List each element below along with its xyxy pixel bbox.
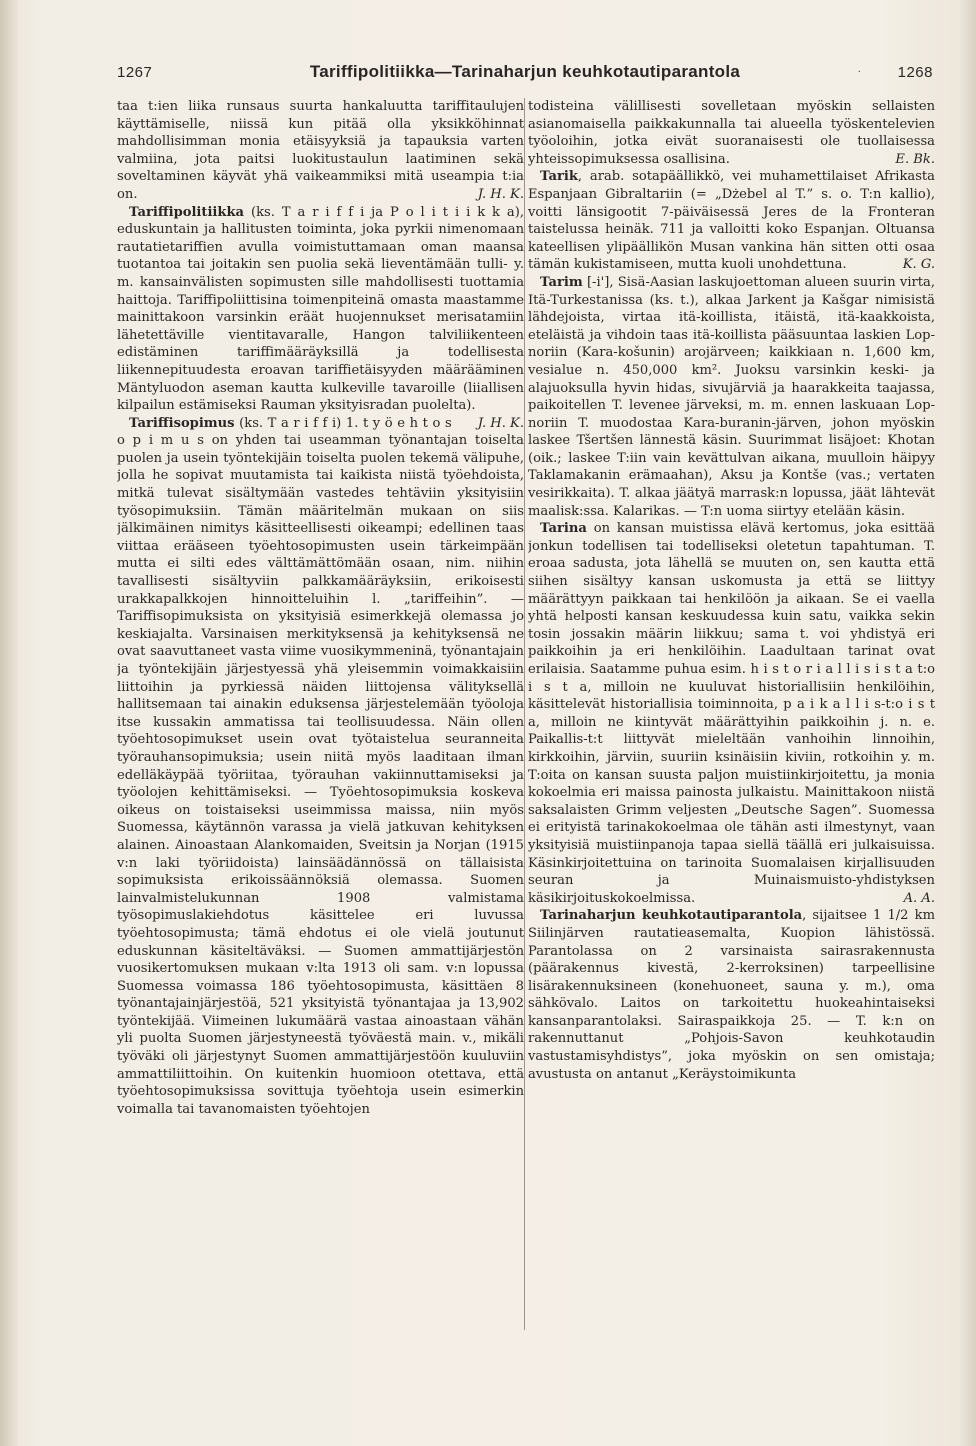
left-column [117,98,524,1336]
column-divider [524,98,525,1330]
author-signature: A. A. [903,890,935,906]
author-signature: K. G. [902,257,935,273]
entry-text: [-i'], Sisä-Aasian laskujoettoman alueen suurin virta, Itä-Turkestanissa (ks. t.), alkaa Jarkent ja Kašgar nimisistä lähdejoista, virtaa itä-koillista, itäistä, itä-kaakkoista, eteläistä ja vihdoin taas itä-koillista pääsuuntaa laskien Lop-noriin (Kara-košunin) arojärveen; kaikkiaan n. 1,600 km, vesialue n. 450,000 km². Juoksu varsinkin keski- ja alajuoksulla hyvin hidas, sivujärviä ja haarakkeita taajassa, paikoitellen T. levenee järveksi, m. m. ennen laskuaan Lop-noriin T. muodostaa Kara-buranin-järven, johon myöskin laskee Tšertšen lännestä käsin. Suurimmat lisäjoet: Khotan (oik.; laskee T:iin vain kevättulvan aikana, muulloin häipyy Taklamakanin erämaahan), Aksu ja Kontše (vas.; vertaten vesirikkaita). T. alkaa jäätyä marrask:n lopussa, jäät lähtevät maalisk:ssa. Kalarikas. — T:n uoma siirtyy etelään käsin. [528,274,935,519]
entry-text: (ks. T a r i f f i ja P o l i t i i k k a), eduskuntain ja hallitusten toiminta, joka pyrkii nimenomaan rautatietariffien avulla voimistuttamaan oman maansa tuotantoa tai joitakin sen puolia sekä lieventämään tulli- y. m. kansainvälisten sopimusten sille mahdollisesti tuottamia haittoja. Tariffipoliittisina toimenpiteinä omasta maastamme mainittakoon varsinkin eräät huojennukset merisatamiin lähetettäville vientitavaralle, Hangon talviliikenteen edistäminen tariffimääräyksillä ja todellisesta liikennepituudesta eroavan tariffietäisyyden määrääminen Mäntyluodon aseman kautta kulkeville tavaroille (liiallisen kilpailun estämiseksi Rauman yksityisradan puolelta). [117,204,524,414]
entry-text: , arab. sotapäällikkö, vei muhamettilaiset Afrikasta Espanjaan Gibraltariin (= „Dżebel al T.” s. o. T:n kallio), voitti länsigootit 7-päiväisessä Jeres de la Fronteran taistelussa heinäk. 711 ja valloitti koko Espanjan. Oltuansa kateellisen ylipäällikön Musan vankina hän sitten otti osaa tämän kukistamiseen, mutta kuoli unohdettuna. [528,169,935,273]
author-signature: J. H. K. [477,186,524,202]
right-column [528,98,935,1336]
entry-text: todisteina välillisesti sovelletaan myöskin sellaisten asianomaisella paikkakunnalla tai alueella työskentelevien työoloihin, jotka eivät suoranaisesti ole tuollaisessa yhteissopimuksessa osallisina. [528,99,935,167]
entry-tarim [528,274,935,520]
author-signature: J. H. K. [477,415,524,431]
entry-text: taa t:ien liika runsaus suurta hankaluutta tariffitaulujen käyttämiselle, niissä kun pitää olla yksikköhinnat mahdollisimman monia etäisyyksiä ja tapauksia varten valmiina, jota paitsi luokitustaulun laatiminen sekä soveltaminen käyvät yhä vaikeammiksi mitä useampia t:ia on. [117,99,524,202]
header-bullet: · [857,66,861,77]
entry-tarinaharjun-keuhkotautiparantola [528,907,935,1083]
entry-continuation [528,98,935,168]
page-edge [960,0,976,1446]
page-header [117,62,933,90]
entry-text: , sijaitsee 1 1/2 km Siilinjärven rautatieasemalta, Kuopion lähistössä. Parantolassa on 2 varsinaista sairasrakennusta (päärakennus kivestä, 2-kerroksinen) tarpeellisine lisärakennuksineen (konehuoneet, sauna y. m.), oma sähkövalo. Laitos on tarkoitettu huokeahintaiseksi kansanparantolaksi. Sairaspaikkoja 25. — T. k:n on rakennuttanut „Pohjois-Savon keuhkotaudin vastustamisyhdistys”, joka myöskin on sen omistaja; avustusta on antanut „Keräystoimikunta [528,908,935,1082]
entry-tarina [528,520,935,907]
entry-tariffisopimus [117,415,524,1119]
page-binding-shadow [0,0,18,1446]
entry-text: on kansan muistissa elävä kertomus, joka esittää jonkun todellisen tai todelliseksi oletetun tapahtuman. T. eroaa sadusta, jota lähellä se muuten on, sen kautta että siihen sisältyy kansan uskomusta ja että se liittyy määrättyyn paikkaan tai henkilöön ja aikaan. Se ei vaella yhtä helposti kansan keskuudessa kuin satu, vaikka sekin tosin jossakin määrin liikkuu; sama t. voi yhdistyä eri paikkoihin ja eri henkilöihin. Laadultaan tarinat ovat erilaisia. Saatamme puhua esim. h i s t o r i a l l i s i s t a t:o i s t a, milloin ne kuuluvat historiallisiin henkilöihin, käsittelevät historiallisia toiminnoita, p a i k a l l i s-t:o i s t a, milloin ne kiintyvät määrättyihin paikkoihin j. n. e. Paikallis-t:t liittyvät mieleltään vanhoihin linnoihin, kirkkoihin, järviin, suuriin ksinäisiin kiviin, rotkoihin y. m. T:oita on kansan suusta paljon muistiinkirjoitettu, ja monia kokoelmia eri maissa painosta julkaistu. Mainittakoon niistä saksalaisten Grimm veljesten „Deutsche Sagen”. Suomessa ei erityistä tarinakokoelmaa ole tähän asti ilmestynyt, vaan yksityisiä muistiinpanoja tapaa siellä täällä eri julkaisuissa. Käsinkirjoitettuina on tarinoita Suomalaisen kirjallisuuden seuran ja Muinaismuisto-yhdistyksen käsikirjoituskokoelmissa. [528,521,935,906]
headword: Tariffisopimus [129,415,235,431]
headword: Tarinaharjun keuhkotautiparantola [540,908,803,924]
author-signature: E. Bk. [895,151,935,167]
headword: Tarik [540,169,578,185]
entry-tarik [528,168,935,274]
page-number-left: 1267 [117,64,153,81]
headword: Tarina [540,521,587,537]
entry-continuation [117,98,524,204]
headword: Tariffipolitiikka [129,204,245,220]
entry-text: (ks. T a r i f f i) 1. t y ö e h t o s o p i m u s on yhden tai useamman työnantajan toiselta puolen ja usein työntekijäin toiselta puolen tekemä välipuhe, jolla he sopivat muutamista tai kaikista niistä työehdoista, mitkä tulevat sisältymään vastedes tehtäviin yksityisiin työsopimuksiin. Tämän määritelmän mukaan on siis jälkimäinen nimitys käsitteellisesti oikeampi; edellinen taas viittaa erääseen työehtosopimusten usein tärkeimpään mutta ei silti edes välttämättömään osaan, nim. niihin tavallisesti sisältyviin palkkamääräyksiin, erikoisesti urakkapalkkojen hinnoitteluihin l. „tariffeihin”. — Tariffisopimuksista on yksityisiä esimerkkejä olemassa jo keskiajalta. Varsinaisen merkityksensä ja kehityksensä ne ovat saavuttaneet vasta viime vuosikymmeninä, työnantajain ja työntekijäin järjestyessä yhä yleisemmin voimakkaisiin liittoihin ja pyrkiessä näiden liittojensa välityksellä hallitsemaan tai ainakin eduksensa järjestelemään työoloja itse kussakin ammatissa tai teollisuudessa. Näin ollen työehtosopimukset usein ovat työtaistelua seuranneita työrauhansopimuksia; usein niitä myös laaditaan ilman edelläkäypää työriitaa, työrauhan vakiinnuttamiseksi ja työolojen kehittämiseksi. — Työehtosopimuksia koskeva oikeus on toistaiseksi useimmissa maissa, niin myös Suomessa, käytännön varassa ja vielä jatkuvan kehityksen alainen. Ainoastaan Alankomaiden, Sveitsin ja Norjan (1915 v:n laki työriidoista) lainsäädännössä on tällaisista sopimuksista erikoissäännöksiä olemassa. Suomen lainvalmistelukunnan 1908 valmistama työsopimuslakiehdotus käsittelee eri luvussa työehtosopimusta; tämä ehdotus ei ole vielä joutunut eduskunnan käsiteltäväksi. — Suomen ammattijärjestön vuosikertomuksen mukaan v:lta 1913 oli sam. v:n lopussa Suomessa voimassa 186 työehtosopimusta, käsittäen 8 työnantajainjärjestöä, 521 yksityistä työnantajaa ja 13,902 työntekijää. Viimeinen lukumäärä vastaa ainoastaan vähän yli puolta Suomen järjestyneestä työväestä main. v., mikäli työväki oli järjestynyt Suomen ammattijärjestöön kuuluviin ammattiliittoihin. On kuitenkin huomioon otettava, että työehtosopimuksissa sovittuja työehtoja usein esimerkin voimalla tai tavanomaisten työehtojen [117,415,524,1117]
running-title: Tariffipolitiikka—Tarinaharjun keuhkotautiparantola [309,62,741,81]
headword: Tarim [540,274,583,290]
page-number-right: 1268 [897,64,933,81]
